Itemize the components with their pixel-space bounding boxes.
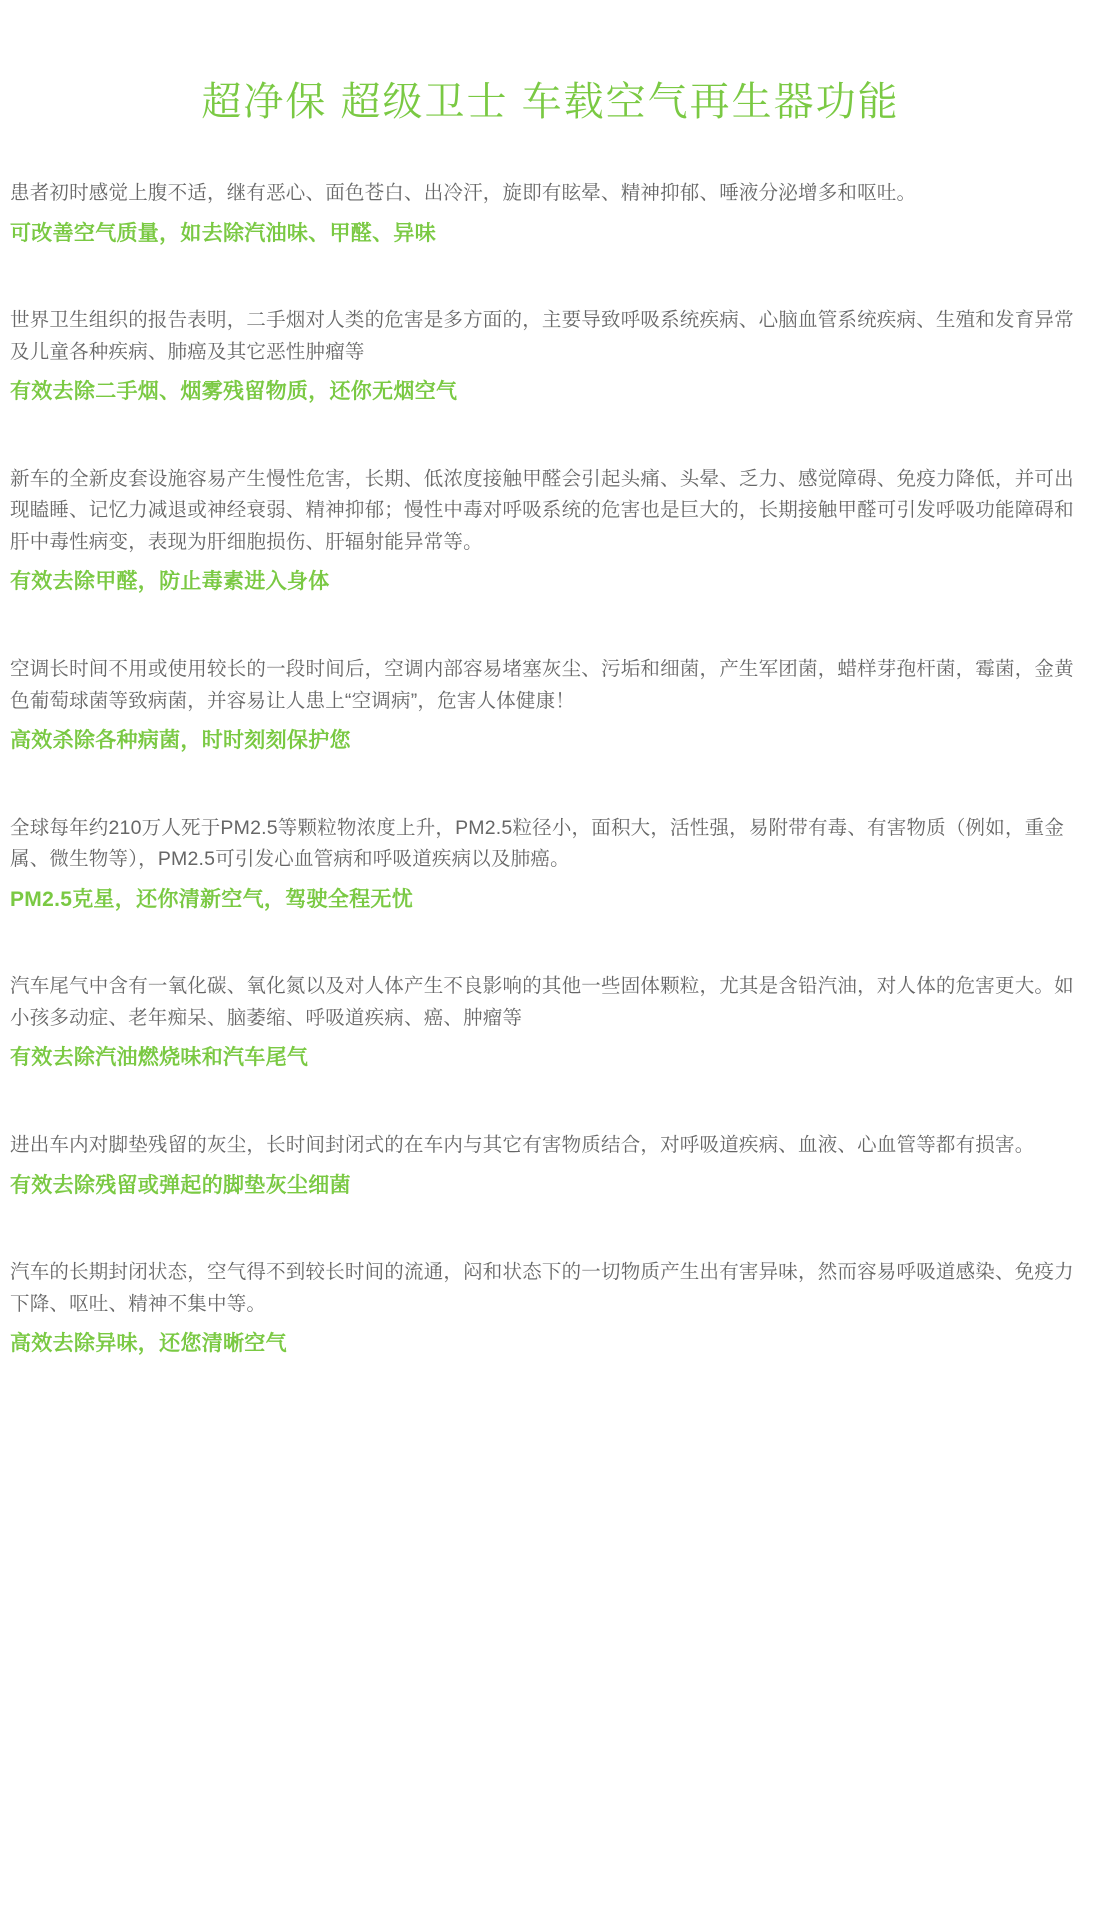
feature-section-5 bbox=[10, 813, 1091, 916]
feature-description: 新车的全新皮套设施容易产生慢性危害，长期、低浓度接触甲醛会引起头痛、头晕、乏力、感觉障碍、免疫力降低，并可出现瞌睡、记忆力减退或神经衰弱、精神抑郁；慢性中毒对呼吸系统的危害也是巨大的，长期接触甲醛可引发呼吸功能障碍和肝中毒性病变，表现为肝细胞损伤、肝辐射能异常等。 bbox=[10, 467, 1074, 553]
page-title: 超净保 超级卫士 车载空气再生器功能 bbox=[201, 80, 900, 124]
feature-description: 空调长时间不用或使用较长的一段时间后，空调内部容易堵塞灰尘、污垢和细菌，产生军团菌，蜡样芽孢杆菌，霉菌，金黄色葡萄球菌等致病菌，并容易让人患上“空调病”，危害人体健康！ bbox=[10, 657, 1074, 712]
feature-highlight: 有效去除残留或弹起的脚垫灰尘细菌 bbox=[10, 1173, 351, 1197]
feature-section-8 bbox=[10, 1257, 1091, 1360]
feature-highlight: 有效去除汽油燃烧味和汽车尾气 bbox=[10, 1046, 309, 1070]
feature-highlight: 有效去除甲醛，防止毒素进入身体 bbox=[10, 570, 330, 594]
feature-section-3 bbox=[10, 464, 1091, 598]
feature-section-7 bbox=[10, 1130, 1091, 1201]
feature-highlight: PM2.5克星，还你清新空气，驾驶全程无忧 bbox=[10, 887, 413, 911]
feature-description: 全球每年约210万人死于PM2.5等颗粒物浓度上升，PM2.5粒径小，面积大，活性强，易附带有毒、有害物质（例如，重金属、微生物等），PM2.5可引发心血管病和呼吸道疾病以及肺癌。 bbox=[10, 816, 1065, 871]
feature-section-1 bbox=[10, 178, 1091, 249]
feature-description: 汽车的长期封闭状态，空气得不到较长时间的流通，闷和状态下的一切物质产生出有害异味，然而容易呼吸道感染、免疫力下降、呕吐、精神不集中等。 bbox=[10, 1261, 1074, 1315]
feature-highlight: 高效去除异味，还您清晰空气 bbox=[10, 1332, 287, 1356]
feature-highlight: 可改善空气质量，如去除汽油味、甲醛、异味 bbox=[10, 221, 436, 245]
feature-sections bbox=[0, 178, 1101, 1360]
feature-description: 患者初时感觉上腹不适，继有恶心、面色苍白、出冷汗，旋即有眩晕、精神抑郁、唾液分泌增多和呕吐。 bbox=[10, 182, 917, 204]
feature-description: 汽车尾气中含有一氧化碳、氧化氮以及对人体产生不良影响的其他一些固体颗粒，尤其是含铅汽油，对人体的危害更大。如小孩多动症、老年痴呆、脑萎缩、呼吸道疾病、癌、肿瘤等 bbox=[10, 975, 1074, 1029]
feature-highlight: 高效杀除各种病菌，时时刻刻保护您 bbox=[10, 729, 351, 753]
feature-section-2 bbox=[10, 305, 1091, 408]
feature-description: 世界卫生组织的报告表明，二手烟对人类的危害是多方面的，主要导致呼吸系统疾病、心脑血管系统疾病、生殖和发育异常及儿童各种疾病、肺癌及其它恶性肿瘤等 bbox=[10, 309, 1074, 363]
feature-section-6 bbox=[10, 971, 1091, 1074]
feature-section-4 bbox=[10, 654, 1091, 757]
feature-highlight: 有效去除二手烟、烟雾残留物质，还你无烟空气 bbox=[10, 380, 458, 404]
feature-description: 进出车内对脚垫残留的灰尘，长时间封闭式的在车内与其它有害物质结合，对呼吸道疾病、血液、心血管等都有损害。 bbox=[10, 1133, 1035, 1156]
